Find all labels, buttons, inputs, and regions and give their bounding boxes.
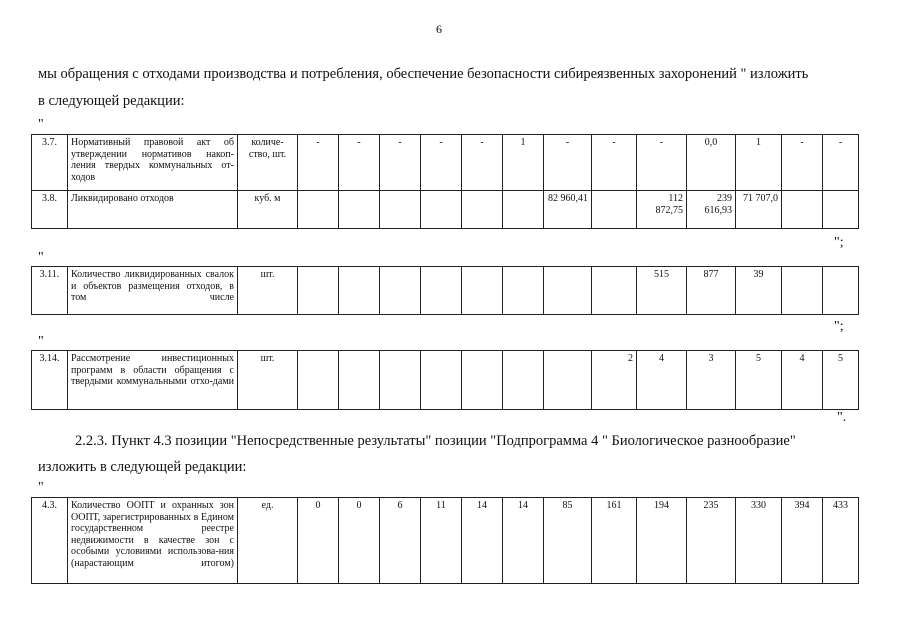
value-cell: 85 (544, 498, 592, 584)
row-name: Нормативный правовой акт об утверждении нормативов накоп-ления твердых коммунальных от-ходов (68, 135, 238, 191)
value-cell (544, 351, 592, 410)
value-cell: - (380, 135, 421, 191)
row-id: 3.7. (32, 135, 68, 191)
table-row-3-7 (31, 134, 859, 229)
quote-open-2: " (38, 250, 44, 265)
quote-close-3: ". (837, 410, 847, 425)
value-cell (503, 267, 544, 315)
section-line-2: изложить в следующей редакции: (38, 459, 247, 475)
value-cell: 4 (782, 351, 823, 410)
value-cell: - (782, 135, 823, 191)
value-cell (380, 351, 421, 410)
section-line-1: 2.2.3. Пункт 4.3 позиции "Непосредственные результаты" позиции "Подпрограмма 4 " Биологическое разнообразие" (75, 433, 796, 449)
row-name: Количество ООПТ и охранных зон ООПТ, зарегистрированных в Едином государственном реестре недвижимости в качестве зон с особыми условиями использова-ния (нарастающим итогом) (68, 498, 238, 584)
table-row-3-8 (32, 191, 859, 229)
value-cell (503, 351, 544, 410)
value-cell: 0 (339, 498, 380, 584)
value-cell: 0 (298, 498, 339, 584)
value-cell: 235 (687, 498, 736, 584)
value-cell (339, 191, 380, 229)
value-cell (782, 191, 823, 229)
value-cell: - (339, 135, 380, 191)
value-cell: - (823, 135, 859, 191)
value-cell (462, 267, 503, 315)
row-id: 3.8. (32, 191, 68, 229)
value-cell (421, 351, 462, 410)
value-cell: 330 (736, 498, 782, 584)
value-cell: - (544, 135, 592, 191)
value-cell: 71 707,0 (736, 191, 782, 229)
quote-open-4: " (38, 480, 44, 495)
value-cell (592, 267, 637, 315)
value-cell: 0,0 (687, 135, 736, 191)
value-cell (782, 267, 823, 315)
row-id: 3.11. (32, 267, 68, 315)
value-cell: 82 960,41 (544, 191, 592, 229)
value-cell (462, 191, 503, 229)
value-cell (380, 191, 421, 229)
row-unit: шт. (238, 267, 298, 315)
value-cell (339, 351, 380, 410)
row-unit: шт. (238, 351, 298, 410)
value-cell: - (637, 135, 687, 191)
row-id: 3.14. (32, 351, 68, 410)
intro-line-2: в следующей редакции: (38, 93, 185, 109)
value-cell: 161 (592, 498, 637, 584)
value-cell: - (298, 135, 339, 191)
value-cell: 2 (592, 351, 637, 410)
value-cell: 39 (736, 267, 782, 315)
intro-line-1: мы обращения с отходами производства и потребления, обеспечение безопасности сибиреязвенных захоронений " изложить (38, 66, 809, 82)
value-cell: 1 (503, 135, 544, 191)
value-cell: 112 872,75 (637, 191, 687, 229)
quote-open-3: " (38, 334, 44, 349)
page-number: 6 (436, 22, 442, 36)
row-name: Рассмотрение инвестиционных программ в области обращения с твердыми коммунальными отхо-дами (68, 351, 238, 410)
value-cell: 515 (637, 267, 687, 315)
table-row-4-3 (31, 497, 859, 584)
value-cell: - (592, 135, 637, 191)
value-cell (823, 267, 859, 315)
quote-close-2: "; (834, 319, 844, 334)
value-cell (298, 267, 339, 315)
value-cell (298, 351, 339, 410)
value-cell (339, 267, 380, 315)
value-cell: - (421, 135, 462, 191)
table-row-3-14 (31, 350, 859, 410)
value-cell (462, 351, 503, 410)
value-cell: 5 (823, 351, 859, 410)
value-cell: 877 (687, 267, 736, 315)
value-cell: 11 (421, 498, 462, 584)
value-cell: 14 (503, 498, 544, 584)
value-cell: 394 (782, 498, 823, 584)
row-unit: количе-ство, шт. (238, 135, 298, 191)
value-cell: 433 (823, 498, 859, 584)
value-cell (380, 267, 421, 315)
row-unit: ед. (238, 498, 298, 584)
value-cell (544, 267, 592, 315)
value-cell (421, 267, 462, 315)
value-cell: 5 (736, 351, 782, 410)
value-cell (298, 191, 339, 229)
value-cell (823, 191, 859, 229)
table-row-3-11 (31, 266, 859, 315)
value-cell (421, 191, 462, 229)
value-cell (503, 191, 544, 229)
value-cell: 239 616,93 (687, 191, 736, 229)
value-cell: 194 (637, 498, 687, 584)
quote-close-1: "; (834, 235, 844, 250)
value-cell: - (462, 135, 503, 191)
quote-open-1: " (38, 117, 44, 132)
row-name: Ликвидировано отходов (68, 191, 238, 229)
row-unit: куб. м (238, 191, 298, 229)
value-cell: 4 (637, 351, 687, 410)
row-id: 4.3. (32, 498, 68, 584)
value-cell: 6 (380, 498, 421, 584)
value-cell (592, 191, 637, 229)
value-cell: 14 (462, 498, 503, 584)
row-name: Количество ликвидированных свалок и объектов размещения отходов, в том числе (68, 267, 238, 315)
value-cell: 1 (736, 135, 782, 191)
value-cell: 3 (687, 351, 736, 410)
